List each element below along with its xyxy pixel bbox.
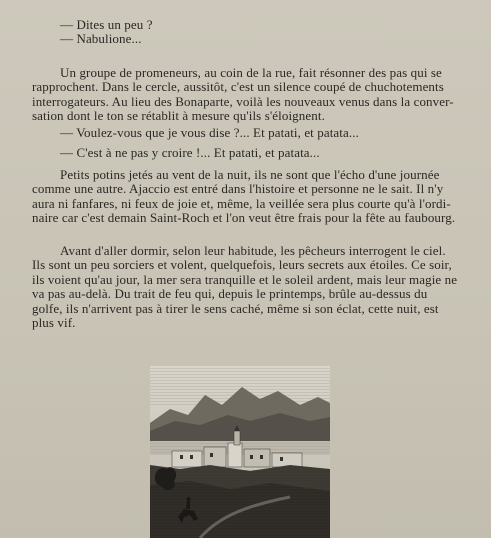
dialogue-line: — C'est à ne pas y croire !... Et patati, et patata... <box>60 145 320 161</box>
paragraph-line: naire car c'est demain Saint-Roch et l'on veut être frais pour la fête au faubourg. <box>32 210 456 226</box>
paragraph-2 <box>32 167 465 226</box>
paragraph-line: Ils sont un peu sorciers et volent, quelquefois, leurs secrets aux étoiles. Ce soir, <box>32 257 452 273</box>
paragraph-line: ils voient qu'au jour, la mer sera tranquille et le soleil ardent, mais leur magie ne <box>32 271 458 287</box>
dialogue-line: — Voulez-vous que je vous dise ?... Et patati, et patata... <box>60 125 359 140</box>
paragraph-line: Avant d'aller dormir, selon leur habitude, les pêcheurs interrogent le ciel. <box>60 243 446 258</box>
paragraph-line: rapprochent. Dans le cercle, aussitôt, c'est un silence coupé de chuchotements <box>32 79 444 95</box>
paragraph-line: va pas au-delà. Du trait de feu qui, depuis le printemps, brûle au-dessus du <box>32 286 428 302</box>
paragraph-line: Petits potins jetés au vent de la nuit, ils ne sont que l'écho d'une journée <box>60 167 440 182</box>
town-landscape-engraving <box>150 365 330 538</box>
paragraph-3 <box>32 243 465 330</box>
paragraph-line: plus vif. <box>32 314 76 330</box>
paragraph-1 <box>32 65 460 124</box>
paragraph-line: golfe, ils n'arrivent pas à tirer le sens caché, même si son éclat, cette nuit, est <box>32 300 439 316</box>
paragraph-line: comme une autre. Ajaccio est entré dans l'histoire et personne ne le sait. Il n'y <box>32 181 444 197</box>
paragraph-line: aura ni fanfares, ni feux de joie et, même, la veillée sera plus courte qu'à l'ordi- <box>32 195 451 211</box>
paragraph-line: Un groupe de promeneurs, au coin de la rue, fait résonner des pas qui se <box>60 65 442 80</box>
dialogue-line: — Nabulione... <box>60 31 142 47</box>
dialogue-block-2 <box>60 126 359 161</box>
engraving-illustration <box>150 365 330 538</box>
dialogue-block-1 <box>60 18 153 47</box>
paragraph-line: interrogateurs. Au lieu des Bonaparte, voilà les nouveaux venus dans la conver- <box>32 93 454 109</box>
paragraph-line: sation dont le ton se rétablit à mesure qu'ils s'éloignent. <box>32 108 325 124</box>
dialogue-line: — Dites un peu ? <box>60 17 153 32</box>
